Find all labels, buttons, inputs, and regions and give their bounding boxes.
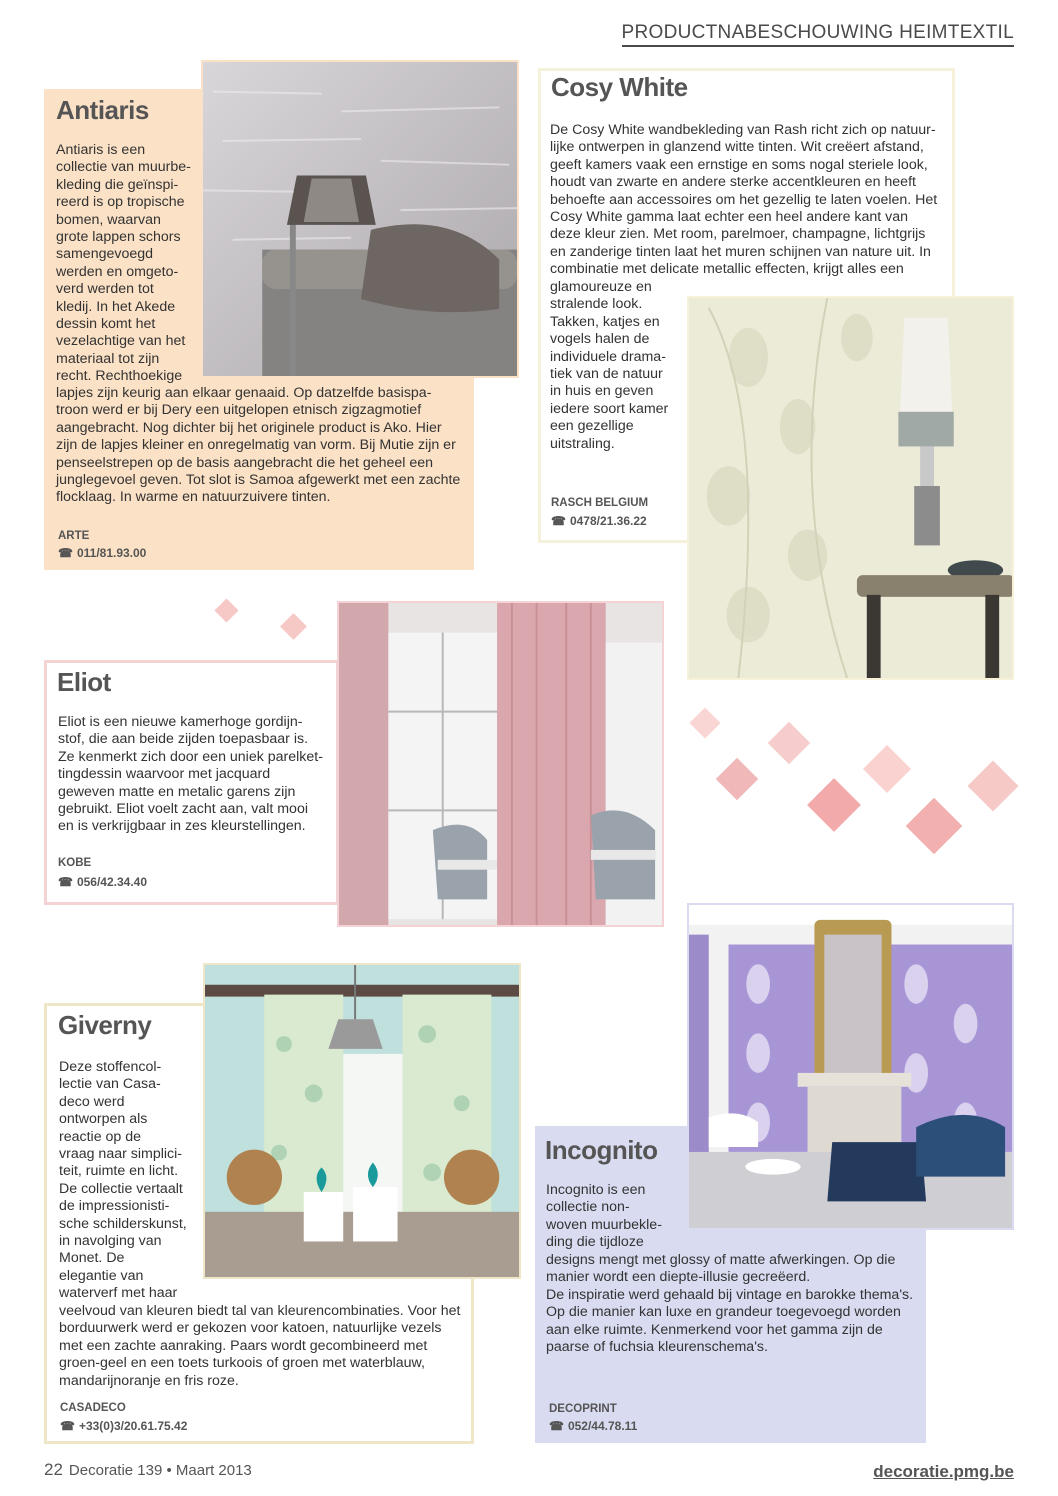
cosy-white-phone [551,514,647,528]
eliot-company: KOBE [58,857,92,869]
decorative-diamond [689,707,720,738]
antiaris-phone-number: 011/81.93.00 [76,546,147,560]
phone-icon: ☎ [551,514,566,528]
incognito-text-wide: designs mengt met glossy of matte afwerkingen. Op die manier wordt een diepte-illusie gecreëerd. De inspiratie werd gehaald bij vintage en barokke thema's. Op die manier kan luxe en grandeur toegevoegd worden aan elke ruimte. Kenmerkend voor het gamma zijn de paarse of fuchsia kleurenschema's. [546,1252,914,1356]
phone-icon: ☎ [60,1419,75,1433]
decorative-diamond [716,758,758,800]
decorative-diamond [807,778,861,832]
antiaris-phone [58,546,146,560]
giverny-title: Giverny [58,1010,152,1040]
antiaris-text-narrow: Antiaris is een collectie van muurbe- kleding die geïnspi- reerd is op tropische bomen, waarvan grote lappen schors samengevoegd werden en omgeto- verd werden tot kledij. In het Akede dessin komt het vezelachtige van het materiaal tot zijn recht. Rechthoekige [56,142,191,385]
antiaris-text-wide: lapjes zijn keurig aan elkaar genaaid. Op datzelfde basispa- troon werd er bij Dery een uitgelopen etnisch zigzagmotief aangebracht. Nog dichter bij het originele product is Ako. Hier zijn de lapjes kleiner en onregelmatig van vorm. Bij Mutie zijn er penseelstrepen op de basis aangebracht die het geheel een junglegevoel geven. Tot slot is Samoa afgewerkt met een zachte flocklaag. In warme en natuurzuivere tinten. [56,385,461,506]
antiaris-title: Antiaris [56,95,149,125]
decorative-diamond [863,745,911,793]
issue-info: Decoratie 139 • Maart 2013 [68,1462,252,1479]
decorative-diamond [768,722,810,764]
cosy-white-phone-number: 0478/21.36.22 [569,514,647,528]
giverny-text-narrow: Deze stoffencol- lectie van Casa- deco werd ontworpen als reactie op de vraag naar simplici- teit, ruimte en licht. De collectie vertaalt de impressionisti- sche schilderskunst, in navolging van Monet. De elegantie van waterverf met haar [59,1059,187,1302]
cosy-white-company: RASCH BELGIUM [551,497,649,509]
footer-website-link[interactable]: decoratie.pmg.be [873,1462,1014,1481]
eliot-photo [337,601,664,927]
incognito-text-narrow: Incognito is een collectie non- woven muurbekle- ding die tijdloze [546,1182,662,1251]
eliot-phone-number: 056/42.34.40 [76,875,148,889]
decorative-diamond [968,761,1019,812]
giverny-company: CASADECO [60,1402,126,1414]
decorative-diamond [214,598,238,622]
eliot-phone [58,875,147,889]
incognito-phone [549,1419,637,1433]
phone-icon: ☎ [58,875,73,889]
cosy-white-title: Cosy White [551,72,688,102]
phone-icon: ☎ [549,1419,564,1433]
cosy-white-photo [687,296,1014,680]
giverny-phone [60,1419,187,1433]
eliot-title: Eliot [57,667,111,697]
section-header: PRODUCTNABESCHOUWING HEIMTEXTIL [622,22,1015,47]
cosy-white-text-narrow: glamoureuze en stralende look. Takken, katjes en vogels halen de individuele drama- tiek van de natuur in huis en geven iedere soort kamer een gezellige uitstraling. [550,279,669,452]
antiaris-photo [201,60,519,378]
incognito-title: Incognito [545,1135,658,1165]
incognito-company: DECOPRINT [549,1403,617,1415]
eliot-text: Eliot is een nieuwe kamerhoge gordijn- stof, die aan beide zijden toepasbaar is. Ze kenmerkt zich door een uniek parelket- tingdessin waarvoor met jacquard geweven matte en metalic garens zijn gebruikt. Eliot voelt zacht aan, valt mooi en is verkrijgbaar in zes kleurstellingen. [58,714,323,835]
giverny-phone-number: +33(0)3/20.61.75.42 [78,1419,188,1433]
cosy-white-text-wide: De Cosy White wandbekleding van Rash richt zich op natuur- lijke ontwerpen in glanzend witte tinten. Wit creëert afstand, geeft kamers vaak een ernstige en soms nogal steriele look, houdt van zwarte en andere sterke accentkleuren en heeft behoefte aan accessoires om het gezellig te laten voelen. Het Cosy White gamma laat echter een heel andere kant van deze kleur zien. Met room, parelmoer, champagne, lichtgrijs en zanderige tinten laat het muren schijnen van nature uit. In combinatie met delicate metallic effecten, krijgt alles een [550,122,938,278]
footer-page-info [44,1460,252,1480]
giverny-text-wide: veelvoud van kleuren biedt tal van kleurencombinaties. Voor het borduurwerk werd er gekozen voor katoen, natuurlijke vezels met een zachte aanraking. Paars wordt gecombineerd met groen-geel en een toets turkoois of groen met waterblauw, mandarijnoranje en fris roze. [59,1303,461,1389]
antiaris-company: ARTE [58,530,90,542]
page-number: 22 [44,1460,63,1479]
phone-icon: ☎ [58,546,73,560]
incognito-phone-number: 052/44.78.11 [567,1419,638,1433]
decorative-diamond [280,613,307,640]
decorative-diamond [906,798,963,855]
giverny-photo [203,963,521,1279]
incognito-photo [687,903,1014,1230]
